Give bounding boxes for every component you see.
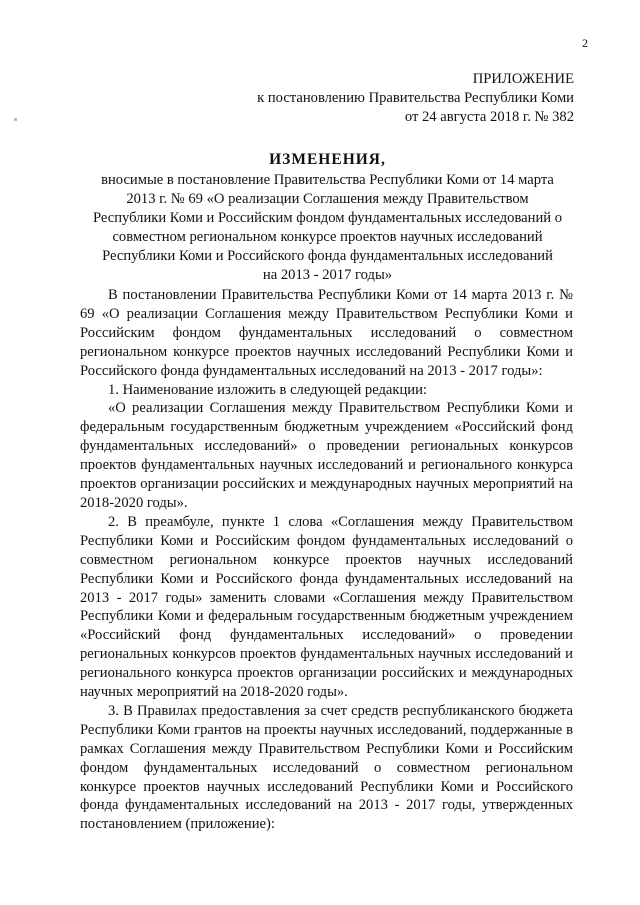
title-line: совместном региональном конкурсе проектов научных исследований	[112, 229, 543, 245]
title-line: 2013 г. № 69 «О реализации Соглашения между Правительством	[126, 191, 529, 207]
appendix-line-2: от 24 августа 2018 г. № 382	[404, 109, 574, 125]
document-title-block	[80, 150, 575, 285]
document-body	[80, 286, 573, 834]
page-number: 2	[582, 36, 588, 50]
appendix-line-1: к постановлению Правительства Республики Коми	[257, 90, 574, 106]
scan-mark	[14, 118, 17, 121]
document-title: ИЗМЕНЕНИЯ,	[269, 151, 386, 168]
title-line: вносимые в постановление Правительства Республики Коми от 14 марта	[101, 172, 554, 188]
paragraph-intro: В постановлении Правительства Республики Коми от 14 марта 2013 г. № 69 «О реализации Соглашения между Правительством Республики Коми и Российским фондом фундаментальных исследований о совместном региональном конкурсе проектов научных исследований Республики Коми и Российского фонда фундаментальных исследований на 2013 - 2017 годы»:	[80, 287, 573, 379]
paragraph-item-2: 2. В преамбуле, пункте 1 слова «Соглашения между Правительством Республики Коми и Российским фондом фундаментальных исследований о совместном региональном конкурсе проектов научных исследований Республики Коми и Российского фонда фундаментальных исследований на 2013 - 2017 годы» заменить словами «Соглашения между Правительством Республики Коми и федеральным государственным бюджетным учреждением «Российский фонд фундаментальных исследований» о проведении региональных конкурсов проектов фундаментальных научных исследований и регионального конкурса проектов организации российских и международных научных мероприятий на 2018-2020 годы».	[80, 513, 573, 701]
title-line: Республики Коми и Российского фонда фундаментальных исследований	[102, 248, 553, 264]
appendix-heading: ПРИЛОЖЕНИЕ	[472, 71, 574, 87]
appendix-header	[257, 70, 574, 127]
paragraph-item-1-text: «О реализации Соглашения между Правительством Республики Коми и федеральным государственным бюджетным учреждением «Российский фонд фундаментальных исследований» о проведении региональных конкурсов проектов фундаментальных научных исследований и регионального конкурса проектов организации российских и международных научных мероприятий на 2018-2020 годы».	[80, 400, 573, 511]
paragraph-item-3: 3. В Правилах предоставления за счет средств республиканского бюджета Республики Коми грантов на проекты научных исследований, поддержанные в рамках Соглашения между Правительством Республики Коми и Российским фондом фундаментальных исследований о совместном региональном конкурсе проектов научных исследований Республики Коми и Российского фонда фундаментальных исследований на 2013 - 2017 годы, утвержденных постановлением (приложение):	[80, 702, 573, 833]
title-line: на 2013 - 2017 годы»	[262, 267, 393, 283]
title-line: Республики Коми и Российским фондом фундаментальных исследований о	[92, 210, 563, 226]
paragraph-item-1: 1. Наименование изложить в следующей редакции:	[108, 381, 427, 398]
